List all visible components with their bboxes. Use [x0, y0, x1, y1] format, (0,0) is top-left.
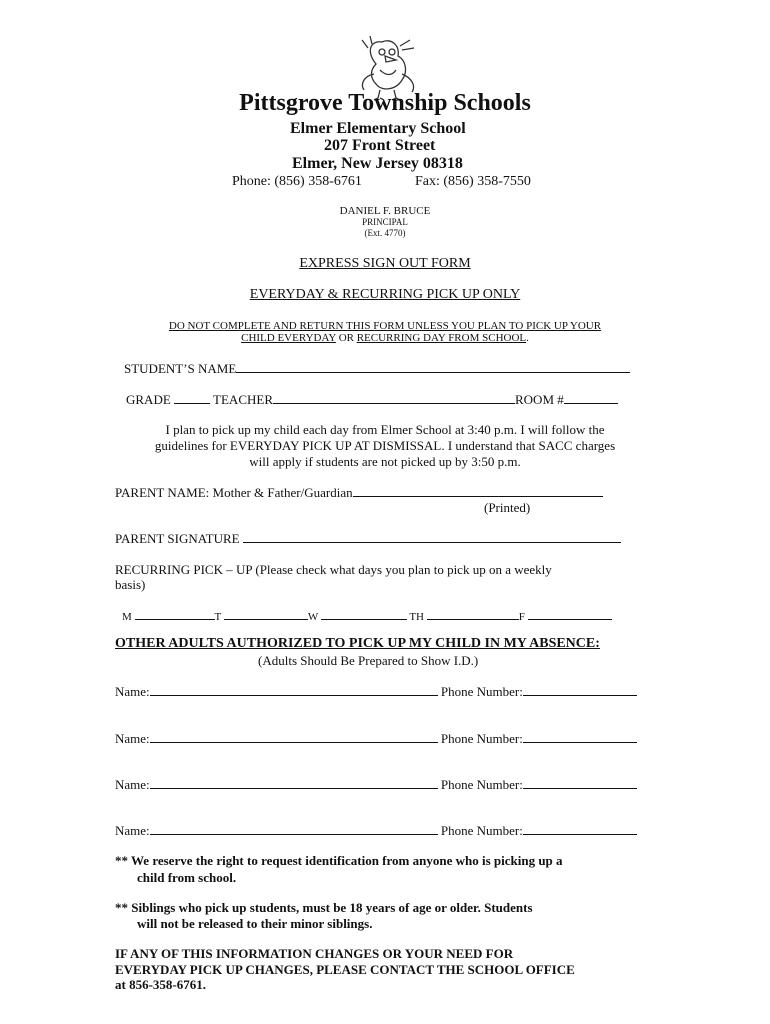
authorized-phone-field-3[interactable]: [523, 776, 637, 789]
parent-signature-label: PARENT SIGNATURE: [115, 531, 240, 546]
parent-signature-field[interactable]: [243, 530, 621, 543]
school-street: 207 Front Street: [324, 137, 436, 154]
authorized-phone-field-1[interactable]: [523, 683, 637, 696]
warning-period: .: [526, 332, 529, 344]
student-name-row: [124, 360, 630, 377]
form-subtitle: EVERYDAY & RECURRING PICK UP ONLY: [249, 287, 521, 302]
day-wednesday-check[interactable]: [321, 607, 407, 620]
warning-text-1: DO NOT COMPLETE AND RETURN THIS FORM UNLESS YOU PLAN TO PICK UP YOUR: [168, 320, 602, 332]
day-friday-label: F: [518, 611, 525, 623]
parent-signature-row: [115, 530, 621, 547]
footer-line-2: EVERYDAY PICK UP CHANGES, PLEASE CONTACT THE SCHOOL OFFICE: [115, 962, 575, 977]
school-name: Elmer Elementary School: [290, 120, 466, 137]
grade-teacher-room-row: [126, 391, 618, 408]
grade-label: GRADE: [126, 392, 171, 407]
printed-note: (Printed): [484, 500, 531, 515]
warning-line-1: [0, 320, 770, 332]
recurring-line-2: basis): [115, 577, 146, 592]
principal-title: PRINCIPAL: [362, 217, 408, 227]
principal-ext: (Ext. 4770): [364, 228, 406, 238]
parent-name-label: PARENT NAME: Mother & Father/Guardian: [115, 485, 353, 500]
note-identification-line-1: ** We reserve the right to request identification from anyone who is picking up a: [115, 853, 563, 868]
authorized-name-label: Name:: [115, 777, 150, 792]
recurring-line-1: RECURRING PICK – UP (Please check what days you plan to pick up on a weekly: [115, 562, 552, 577]
district-name: Pittsgrove Township Schools: [239, 90, 531, 116]
parent-name-row: [115, 484, 603, 501]
student-name-label: STUDENT’S NAME: [124, 361, 237, 376]
plan-line-3: will apply if students are not picked up by 3:50 p.m.: [249, 454, 521, 469]
authorized-phone-field-4[interactable]: [523, 822, 637, 835]
student-name-field[interactable]: [236, 360, 630, 373]
authorized-phone-field-2[interactable]: [523, 730, 637, 743]
fax-number: Fax: (856) 358-7550: [415, 174, 531, 189]
warning-text-2b: RECURRING DAY FROM SCHOOL: [356, 332, 527, 344]
authorized-phone-label: Phone Number:: [440, 777, 523, 792]
day-monday-label: M: [122, 611, 132, 623]
authorized-heading: OTHER ADULTS AUTHORIZED TO PICK UP MY CHILD IN MY ABSENCE:: [115, 636, 600, 651]
authorized-name-field-3[interactable]: [150, 776, 438, 789]
warning-or: OR: [335, 332, 357, 344]
note-identification-line-2: child from school.: [137, 870, 237, 885]
authorized-row-1: [115, 683, 637, 700]
authorized-row-2: [115, 730, 637, 747]
school-city: Elmer, New Jersey 08318: [292, 155, 463, 172]
room-label: ROOM #: [515, 392, 564, 407]
day-tuesday-label: T: [214, 611, 222, 623]
authorized-name-field-1[interactable]: [150, 683, 438, 696]
grade-field[interactable]: [174, 391, 210, 404]
authorized-phone-label: Phone Number:: [440, 684, 523, 699]
warning-line-2: [0, 332, 770, 344]
plan-line-1: I plan to pick up my child each day from Elmer School at 3:40 p.m. I will follow the: [165, 422, 605, 437]
authorized-row-4: [115, 822, 637, 839]
authorized-phone-label: Phone Number:: [440, 731, 523, 746]
teacher-field[interactable]: [273, 391, 515, 404]
day-wednesday-label: W: [307, 611, 318, 623]
principal-name: DANIEL F. BRUCE: [339, 205, 431, 217]
day-monday-check[interactable]: [135, 607, 215, 620]
authorized-name-label: Name:: [115, 823, 150, 838]
form-title: EXPRESS SIGN OUT FORM: [299, 256, 471, 271]
warning-text-2a: CHILD EVERYDAY: [241, 332, 336, 344]
footer-line-3: at 856-358-6761.: [115, 977, 206, 992]
authorized-phone-label: Phone Number:: [440, 823, 523, 838]
note-siblings-line-1: ** Siblings who pick up students, must be 18 years of age or older. Students: [115, 900, 533, 915]
teacher-label: TEACHER: [213, 392, 273, 407]
authorized-name-label: Name:: [115, 731, 150, 746]
authorized-note: (Adults Should Be Prepared to Show I.D.): [258, 653, 479, 668]
footer-line-1: IF ANY OF THIS INFORMATION CHANGES OR YOUR NEED FOR: [115, 946, 514, 961]
day-thursday-label: TH: [409, 611, 424, 623]
parent-name-field[interactable]: [353, 484, 603, 497]
room-field[interactable]: [564, 391, 618, 404]
phone-number: Phone: (856) 358-6761: [232, 174, 362, 189]
plan-line-2: guidelines for EVERYDAY PICK UP AT DISMISSAL. I understand that SACC charges: [154, 438, 616, 453]
authorized-row-3: [115, 776, 637, 793]
note-siblings-line-2: will not be released to their minor siblings.: [137, 916, 373, 931]
day-tuesday-check[interactable]: [224, 607, 308, 620]
day-thursday-check[interactable]: [427, 607, 519, 620]
authorized-name-field-2[interactable]: [150, 730, 438, 743]
day-friday-check[interactable]: [528, 607, 612, 620]
authorized-name-field-4[interactable]: [150, 822, 438, 835]
recurring-days-row: [122, 607, 612, 623]
authorized-name-label: Name:: [115, 684, 150, 699]
